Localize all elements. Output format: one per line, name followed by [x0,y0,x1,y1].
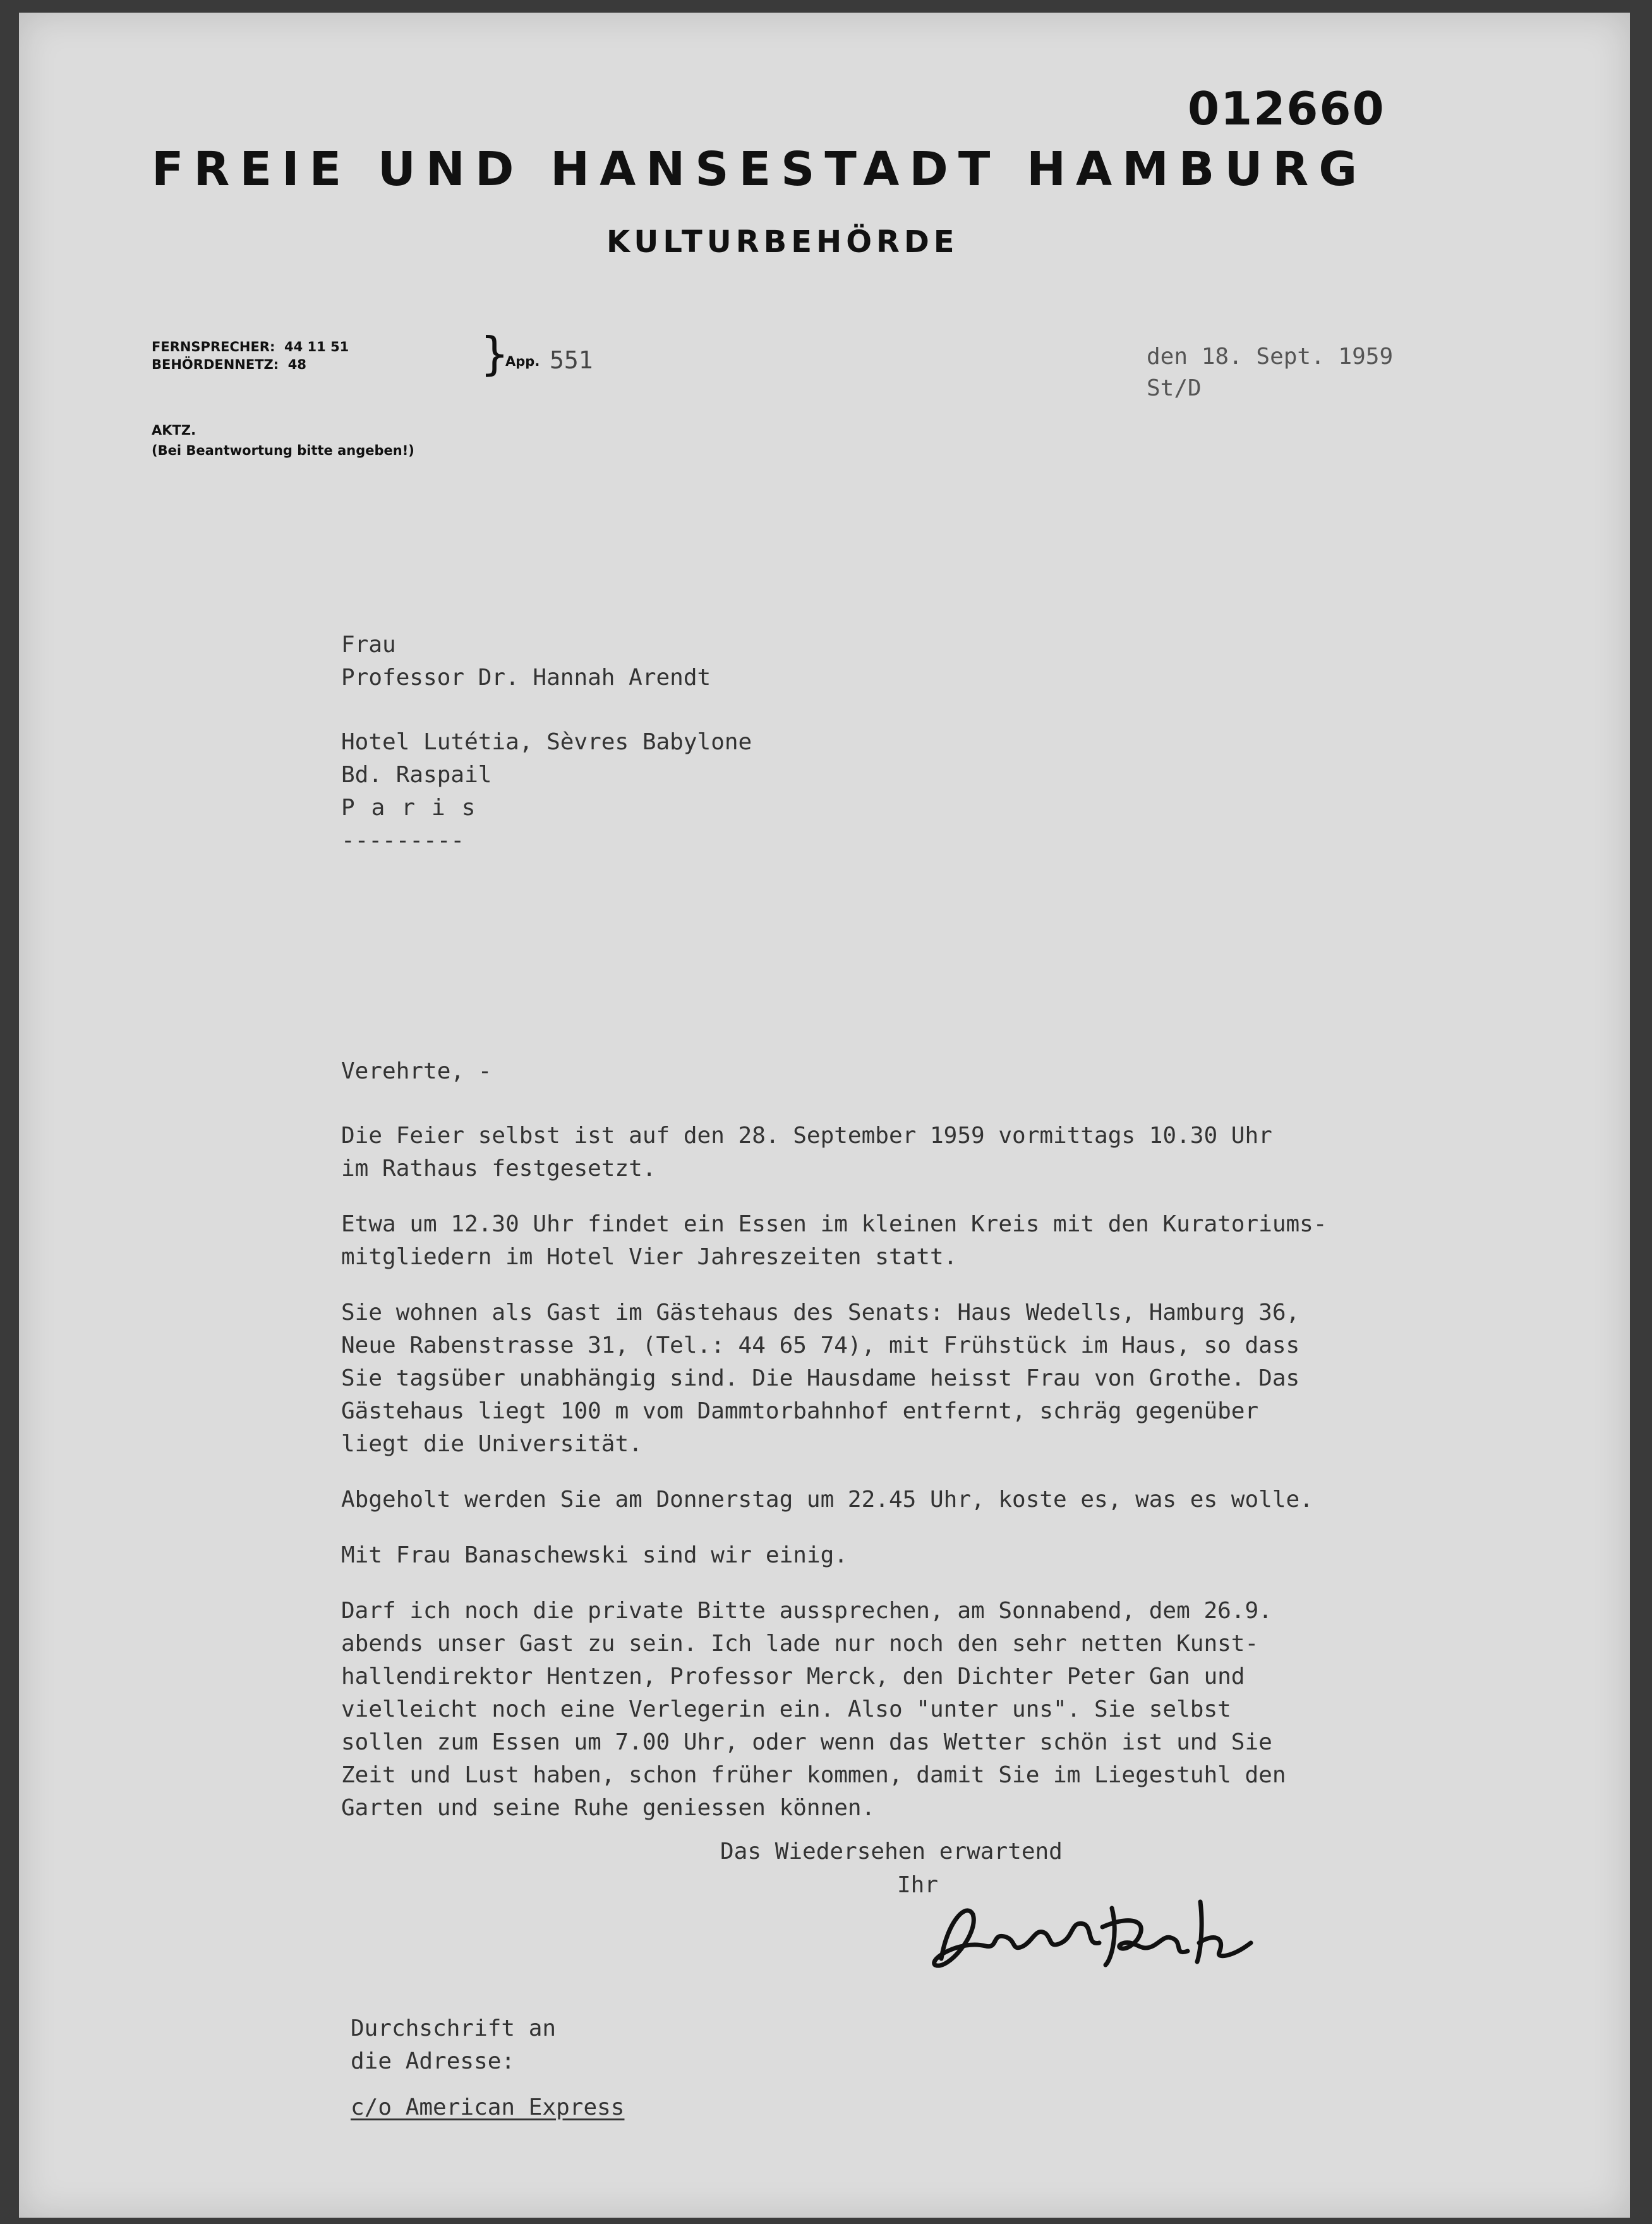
recipient-line-3: Hotel Lutétia, Sèvres Babylone [341,729,752,755]
letter-initials: St/D [1147,375,1202,401]
body-paragraph: Abgeholt werden Sie am Donnerstag um 22.45 Uhr, koste es, was es wolle. [341,1487,1313,1513]
recipient-address [341,629,752,857]
body-paragraph: Die Feier selbst ist auf den 28. September 1959 vormittags 10.30 Uhr im Rathaus festgesetzt. [341,1123,1272,1182]
recipient-line-4: Bd. Raspail [341,762,492,788]
recipient-city: Paris [341,795,492,821]
document-number: 012660 [1188,82,1385,135]
reference-label: AKTZ. [152,423,196,438]
carbon-copy-block [351,2012,556,2078]
letterhead-city: FREIE UND HANSESTADT HAMBURG [152,142,1368,196]
network-label: BEHÖRDENNETZ: [152,357,279,372]
network-value: 48 [287,357,307,372]
recipient-city-underline: --------- [341,828,465,854]
carbon-copy-line-2: die Adresse: [351,2048,515,2074]
body-paragraph: Etwa um 12.30 Uhr findet ein Essen im kleinen Kreis mit den Kuratoriums- mitgliedern im Hotel Vier Jahreszeiten statt. [341,1211,1327,1270]
phone-label: FERNSPRECHER: [152,339,275,354]
carbon-copy-line-1: Durchschrift an [351,2016,557,2041]
reference-note: (Bei Beantwortung bitte angeben!) [152,443,414,458]
letterhead-department: KULTURBEHÖRDE [606,224,959,260]
letter-body [341,1058,1611,1847]
brace-glyph: } [480,327,509,380]
carbon-copy-address: c/o American Express [351,2094,625,2120]
contact-block [152,338,349,373]
recipient-line-2: Professor Dr. Hannah Arendt [341,665,711,691]
date-block [1147,341,1393,404]
closing-ihr: Ihr [897,1872,939,1898]
recipient-line-1: Frau [341,632,396,658]
app-label: App. [505,354,540,369]
phone-line [152,338,349,356]
letter-date: den 18. Sept. 1959 [1147,344,1394,370]
closing-phrase: Das Wiedersehen erwartend [720,1839,1063,1864]
body-paragraph: Mit Frau Banaschewski sind wir einig. [341,1542,848,1568]
salutation: Verehrte, - [341,1058,492,1084]
app-value: 551 [550,346,593,374]
network-line [152,356,349,373]
handwritten-signature [922,1883,1276,1984]
reference-block [152,420,414,461]
body-paragraph: Darf ich noch die private Bitte aussprechen, am Sonnabend, dem 26.9. abends unser Gast zu sein. Ich lade nur noch den sehr netten Kunst- hallendirektor Hentzen, Professor Merck, den Dichter Peter Gan und vielleicht noch eine Verlegerin ein. Also "unter uns". Sie selbst sollen zum Essen um 7.00 Uhr, oder wenn das Wetter schön ist und Sie Zeit und Lust haben, schon früher kommen, damit Sie im Liegestuhl den Garten und seine Ruhe geniessen können. [341,1598,1286,1821]
body-paragraph: Sie wohnen als Gast im Gästehaus des Senats: Haus Wedells, Hamburg 36, Neue Rabenstrasse 31, (Tel.: 44 65 74), mit Frühstück im Haus, so dass Sie tagsüber unabhängig sind. Die Hausdame heisst Frau von Grothe. Das Gästehaus liegt 100 m vom Dammtorbahnhof entfernt, schräg gegenüber liegt die Universität. [341,1300,1300,1457]
phone-value: 44 11 51 [284,339,349,354]
